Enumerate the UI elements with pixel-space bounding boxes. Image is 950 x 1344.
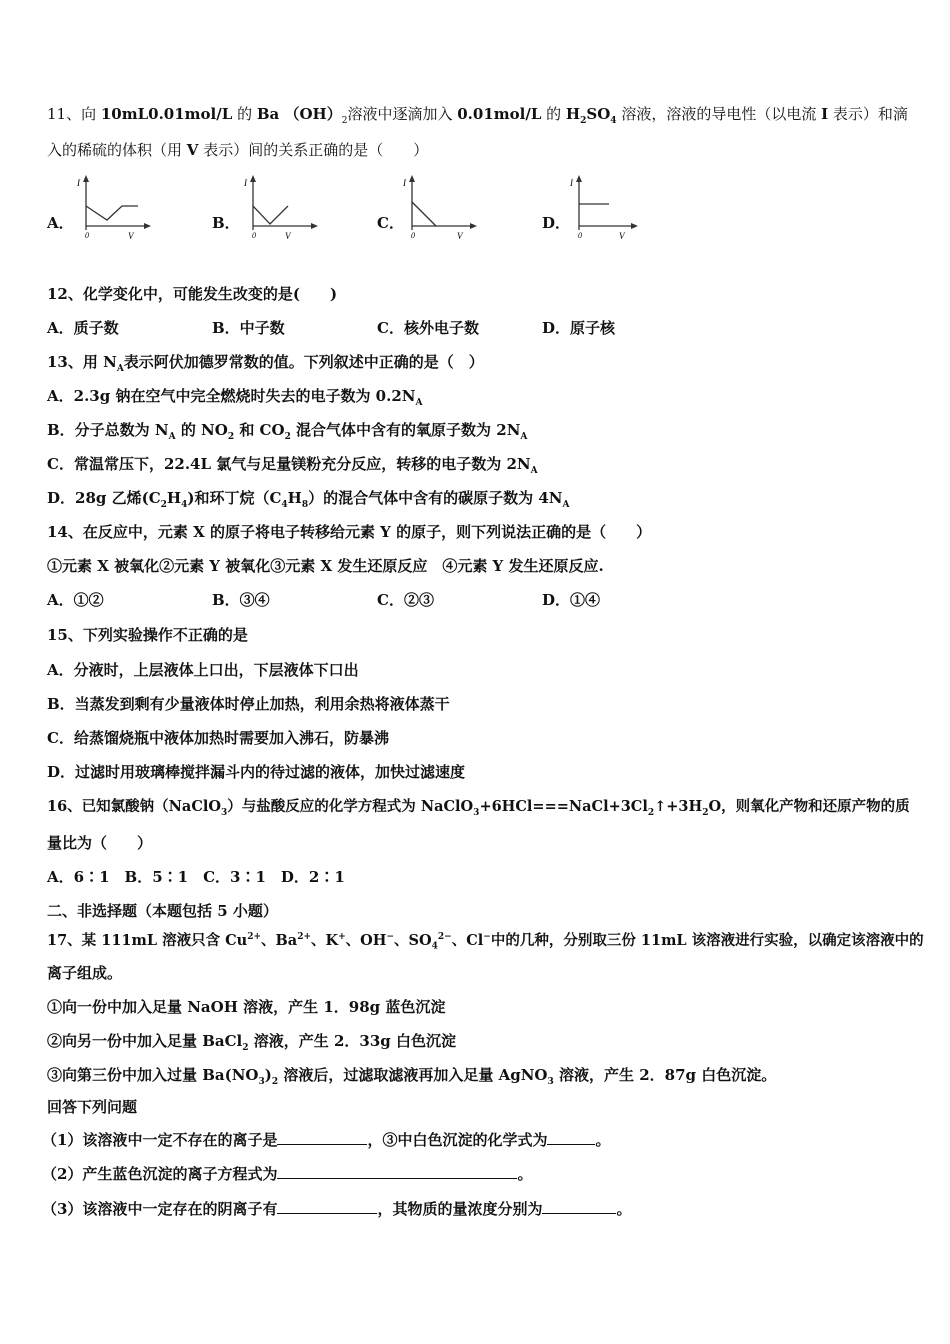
answer-blank[interactable] xyxy=(277,1199,377,1214)
q13-stem: 13、用 $N_A$表示阿伏加德罗常数的值。下列叙述中正确的是（ ） xyxy=(47,353,484,374)
x-axis-arrow xyxy=(311,223,318,229)
origin-label: 0 xyxy=(578,231,582,240)
axis-label-i: I xyxy=(77,178,80,188)
answer-blank[interactable] xyxy=(277,1130,367,1145)
q17-step-2: ②向另一份中加入足量 BaCl$_2$ 溶液，产生 2．33g 白色沉淀 xyxy=(47,1032,456,1053)
q13-option-b: B．分子总数为 $N_A$ 的 $NO_2$ 和 $CO_2$ 混合气体中含有的氧原子数为 $2N_A$ xyxy=(47,421,528,442)
x-axis-arrow xyxy=(470,223,477,229)
q17-answer-3: （3）该溶液中一定存在的阴离子有 ，其物质的量浓度分别为 。 xyxy=(42,1200,632,1218)
curve xyxy=(86,206,138,220)
axis-label-v: V xyxy=(619,231,625,241)
axis-label-v: V xyxy=(285,231,291,241)
q14-option-d: D．①④ xyxy=(542,591,601,609)
q11-stem-line2: 入的稀硫的体积（用 V 表示）间的关系正确的是（ ） xyxy=(47,141,429,159)
q11-option-c-label: C． xyxy=(377,214,404,232)
q14-option-a: A．①② xyxy=(47,591,104,609)
x-axis-arrow xyxy=(631,223,638,229)
y-axis-arrow xyxy=(576,175,582,182)
axis-label-i: I xyxy=(244,178,247,188)
q12-option-b: B．中子数 xyxy=(212,319,285,337)
q11-stem-line1: 11、向 10mL0.01mol/L 的 Ba $(OH)_2$溶液中逐滴加入 0.01mol/L 的 $H_2SO_4$ 溶液，溶液的导电性（以电流 I 表示）和滴 xyxy=(47,105,908,126)
q13-option-d: D．28g 乙烯$(C_2H_4)$和环丁烷$(C_4H_8)$的混合气体中含有的碳原子数为 $4N_A$ xyxy=(47,489,570,510)
q12-option-c: C．核外电子数 xyxy=(377,319,479,337)
curve xyxy=(253,206,288,224)
axis-label-v: V xyxy=(457,231,463,241)
curve xyxy=(412,202,436,226)
q15-option-c: C．给蒸馏烧瓶中液体加热时需要加入沸石，防暴沸 xyxy=(47,729,389,747)
q13-option-c: C．常温常压下，22.4L 氯气与足量镁粉充分反应，转移的电子数为 $2N_A$ xyxy=(47,455,538,476)
q12-option-a: A．质子数 xyxy=(47,319,119,337)
y-axis-arrow xyxy=(409,175,415,182)
q11-graph-b xyxy=(241,172,321,242)
y-axis-arrow xyxy=(250,175,256,182)
q16-options: A．6∶1 B．5∶1 C．3∶1 D．2∶1 xyxy=(47,868,345,886)
q11-graph-c xyxy=(400,172,480,242)
q12-option-d: D．原子核 xyxy=(542,319,616,337)
axis-label-i: I xyxy=(570,178,573,188)
q17-step-3: ③向第三份中加入过量 $Ba(NO_3)_2$ 溶液后，过滤取滤液再加入足量 AgNO$_3$ 溶液，产生 2．87g 白色沉淀。 xyxy=(47,1066,777,1087)
origin-label: 0 xyxy=(85,231,89,240)
q14-option-c: C．②③ xyxy=(377,591,434,609)
q14-option-b: B．③④ xyxy=(212,591,270,609)
q13-option-a: A．2.3g 钠在空气中完全燃烧时失去的电子数为 $0.2N_A$ xyxy=(47,387,423,408)
q15-option-a: A．分液时，上层液体上口出，下层液体下口出 xyxy=(47,661,359,679)
x-axis-arrow xyxy=(144,223,151,229)
y-axis-arrow xyxy=(83,175,89,182)
q17-answer-2: （2）产生蓝色沉淀的离子方程式为 。 xyxy=(42,1165,533,1183)
section-heading: 二、非选择题（本题包括 5 小题） xyxy=(47,902,278,920)
q11-graph-a xyxy=(74,172,154,242)
answer-blank[interactable] xyxy=(542,1199,616,1214)
q17-step-1: ①向一份中加入足量 NaOH 溶液，产生 1．98g 蓝色沉淀 xyxy=(47,998,446,1016)
q17-stem-line1: 17、某 111mL 溶液只含 $Cu^{2+}$、$Ba^{2+}$、K+、OH−、$SO_4^{2-}$、Cl−中的几种，分别取三份 11mL 该溶液进行实验，以确定该溶液中的 xyxy=(47,931,924,952)
q17-answer-1: （1）该溶液中一定不存在的离子是 ，③中白色沉淀的化学式为 。 xyxy=(42,1131,611,1149)
answer-blank[interactable] xyxy=(277,1164,517,1179)
q17-answer-intro: 回答下列问题 xyxy=(47,1098,138,1116)
q12-stem: 12、化学变化中，可能发生改变的是( ) xyxy=(47,285,338,303)
q15-stem: 15、下列实验操作不正确的是 xyxy=(47,626,248,644)
q15-option-b: B．当蒸发到剩有少量液体时停止加热，利用余热将液体蒸干 xyxy=(47,695,450,713)
q16-stem-line1: 16、已知氯酸钠（NaClO$_3$）与盐酸反应的化学方程式为 $NaClO_3+6HCl===NaCl+3Cl_2↑+3H_2O$，则氧化产物和还原产物的质 xyxy=(47,798,910,818)
q15-option-d: D．过滤时用玻璃棒搅拌漏斗内的待过滤的液体，加快过滤速度 xyxy=(47,763,466,781)
origin-label: 0 xyxy=(411,231,415,240)
q16-stem-line2: 量比为（ ） xyxy=(47,834,153,852)
axis-label-i: I xyxy=(403,178,406,188)
origin-label: 0 xyxy=(252,231,256,240)
q11-option-a-label: A． xyxy=(47,214,74,232)
q17-stem-line2: 离子组成。 xyxy=(47,964,123,982)
q11-option-d-label: D． xyxy=(542,214,571,232)
q11-graph-d xyxy=(567,172,647,242)
q14-stem: 14、在反应中，元素 X 的原子将电子转移给元素 Y 的原子，则下列说法正确的是（ ） xyxy=(47,523,652,541)
answer-blank[interactable] xyxy=(547,1130,595,1145)
axis-label-v: V xyxy=(128,231,134,241)
q11-option-b-label: B． xyxy=(212,214,240,232)
q14-statements: ①元素 X 被氧化②元素 Y 被氧化③元素 X 发生还原反应 ④元素 Y 发生还原反应. xyxy=(47,557,604,575)
